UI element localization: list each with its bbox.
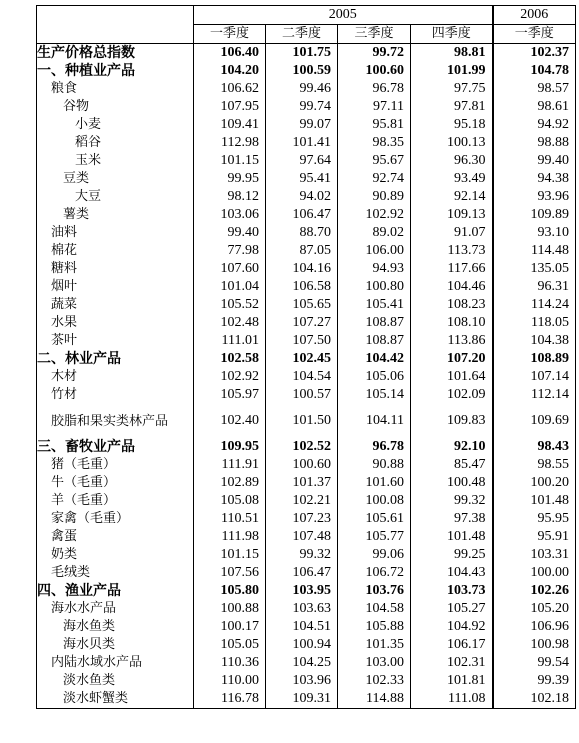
row-label: 竹材 <box>37 386 194 404</box>
quarter-header: 一季度 <box>493 25 576 44</box>
index-value-cell: 102.89 <box>194 474 266 492</box>
index-value-cell: 118.05 <box>493 314 576 332</box>
index-value-cell: 104.16 <box>266 260 338 278</box>
table-row <box>37 368 576 386</box>
index-value-cell: 100.57 <box>266 386 338 404</box>
index-value-cell: 107.23 <box>266 510 338 528</box>
index-value-cell: 106.62 <box>194 80 266 98</box>
index-value-cell: 97.75 <box>411 80 493 98</box>
year-2005-header: 2005 <box>194 6 493 25</box>
index-value-cell: 101.37 <box>266 474 338 492</box>
row-label: 四、渔业产品 <box>37 582 194 600</box>
index-value-cell: 99.54 <box>493 654 576 672</box>
table-row <box>37 278 576 296</box>
index-value-cell: 100.00 <box>493 564 576 582</box>
index-value-cell: 77.98 <box>194 242 266 260</box>
index-value-cell: 102.58 <box>194 350 266 368</box>
index-value-cell: 107.48 <box>266 528 338 546</box>
index-value-cell: 109.13 <box>411 206 493 224</box>
table-row <box>37 98 576 116</box>
index-value-cell: 108.87 <box>338 332 411 350</box>
row-label: 淡水虾蟹类 <box>37 690 194 709</box>
index-value-cell: 99.32 <box>266 546 338 564</box>
index-value-cell: 105.52 <box>194 296 266 314</box>
index-value-cell: 106.58 <box>266 278 338 296</box>
table-row <box>37 404 576 438</box>
index-value-cell: 101.15 <box>194 546 266 564</box>
table-row <box>37 386 576 404</box>
index-value-cell: 111.08 <box>411 690 493 709</box>
index-value-cell: 106.96 <box>493 618 576 636</box>
index-value-cell: 85.47 <box>411 456 493 474</box>
index-value-cell: 98.43 <box>493 438 576 456</box>
table-row <box>37 492 576 510</box>
index-value-cell: 95.91 <box>493 528 576 546</box>
row-label: 豆类 <box>37 170 194 188</box>
index-value-cell: 94.38 <box>493 170 576 188</box>
table-row <box>37 296 576 314</box>
index-value-cell: 93.49 <box>411 170 493 188</box>
index-value-cell: 102.31 <box>411 654 493 672</box>
table-row <box>37 170 576 188</box>
index-value-cell: 101.50 <box>266 404 338 438</box>
row-label: 糖料 <box>37 260 194 278</box>
row-label: 三、畜牧业产品 <box>37 438 194 456</box>
index-value-cell: 104.78 <box>493 62 576 80</box>
index-value-cell: 105.20 <box>493 600 576 618</box>
index-value-cell: 98.55 <box>493 456 576 474</box>
index-value-cell: 101.64 <box>411 368 493 386</box>
table-row <box>37 618 576 636</box>
table-row <box>37 224 576 242</box>
index-value-cell: 92.10 <box>411 438 493 456</box>
index-value-cell: 99.95 <box>194 170 266 188</box>
index-value-cell: 114.48 <box>493 242 576 260</box>
index-value-cell: 101.15 <box>194 152 266 170</box>
table-row <box>37 672 576 690</box>
row-label: 粮食 <box>37 80 194 98</box>
index-value-cell: 116.78 <box>194 690 266 709</box>
index-value-cell: 113.73 <box>411 242 493 260</box>
index-value-cell: 108.23 <box>411 296 493 314</box>
index-value-cell: 105.65 <box>266 296 338 314</box>
index-value-cell: 103.06 <box>194 206 266 224</box>
row-label: 小麦 <box>37 116 194 134</box>
index-value-cell: 96.78 <box>338 438 411 456</box>
row-label: 牛（毛重） <box>37 474 194 492</box>
index-value-cell: 98.12 <box>194 188 266 206</box>
table-row <box>37 510 576 528</box>
index-value-cell: 98.88 <box>493 134 576 152</box>
index-value-cell: 106.47 <box>266 564 338 582</box>
table-row <box>37 152 576 170</box>
row-label: 油料 <box>37 224 194 242</box>
index-value-cell: 94.93 <box>338 260 411 278</box>
index-value-cell: 99.25 <box>411 546 493 564</box>
index-value-cell: 99.72 <box>338 44 411 63</box>
row-label: 生产价格总指数 <box>37 44 194 63</box>
row-label: 海水水产品 <box>37 600 194 618</box>
index-value-cell: 103.31 <box>493 546 576 564</box>
index-value-cell: 101.75 <box>266 44 338 63</box>
table-row <box>37 62 576 80</box>
index-value-cell: 96.78 <box>338 80 411 98</box>
index-value-cell: 103.76 <box>338 582 411 600</box>
table-row <box>37 206 576 224</box>
index-value-cell: 104.38 <box>493 332 576 350</box>
index-value-cell: 97.64 <box>266 152 338 170</box>
index-value-cell: 95.18 <box>411 116 493 134</box>
index-value-cell: 107.27 <box>266 314 338 332</box>
year-2006-header: 2006 <box>493 6 576 25</box>
index-value-cell: 104.46 <box>411 278 493 296</box>
table-row <box>37 80 576 98</box>
index-value-cell: 104.54 <box>266 368 338 386</box>
year-header-row <box>37 6 576 25</box>
index-value-cell: 112.14 <box>493 386 576 404</box>
index-value-cell: 100.60 <box>338 62 411 80</box>
index-value-cell: 101.48 <box>411 528 493 546</box>
index-value-cell: 108.87 <box>338 314 411 332</box>
index-value-cell: 103.63 <box>266 600 338 618</box>
row-label: 烟叶 <box>37 278 194 296</box>
index-value-cell: 101.81 <box>411 672 493 690</box>
index-value-cell: 109.89 <box>493 206 576 224</box>
index-value-cell: 112.98 <box>194 134 266 152</box>
row-label: 淡水鱼类 <box>37 672 194 690</box>
index-value-cell: 104.11 <box>338 404 411 438</box>
row-label: 内陆水域水产品 <box>37 654 194 672</box>
row-label: 毛绒类 <box>37 564 194 582</box>
table-row <box>37 188 576 206</box>
index-value-cell: 108.10 <box>411 314 493 332</box>
row-label: 家禽（毛重） <box>37 510 194 528</box>
row-label: 海水鱼类 <box>37 618 194 636</box>
index-value-cell: 101.48 <box>493 492 576 510</box>
table-row <box>37 134 576 152</box>
table-body <box>37 44 576 709</box>
index-value-cell: 94.92 <box>493 116 576 134</box>
table-row <box>37 314 576 332</box>
index-value-cell: 102.09 <box>411 386 493 404</box>
row-label: 猪（毛重） <box>37 456 194 474</box>
row-label: 羊（毛重） <box>37 492 194 510</box>
index-value-cell: 107.14 <box>493 368 576 386</box>
index-value-cell: 101.35 <box>338 636 411 654</box>
index-value-cell: 93.96 <box>493 188 576 206</box>
price-index-table <box>36 5 576 709</box>
index-value-cell: 103.73 <box>411 582 493 600</box>
index-value-cell: 89.02 <box>338 224 411 242</box>
index-value-cell: 111.01 <box>194 332 266 350</box>
index-value-cell: 102.37 <box>493 44 576 63</box>
index-value-cell: 102.92 <box>338 206 411 224</box>
index-value-cell: 111.91 <box>194 456 266 474</box>
index-value-cell: 110.36 <box>194 654 266 672</box>
table-row <box>37 582 576 600</box>
index-value-cell: 106.72 <box>338 564 411 582</box>
table-row <box>37 528 576 546</box>
table-row <box>37 438 576 456</box>
index-value-cell: 101.04 <box>194 278 266 296</box>
index-value-cell: 109.41 <box>194 116 266 134</box>
price-index-table-container <box>36 5 575 709</box>
table-row <box>37 636 576 654</box>
index-value-cell: 105.41 <box>338 296 411 314</box>
index-value-cell: 102.26 <box>493 582 576 600</box>
index-value-cell: 103.00 <box>338 654 411 672</box>
row-label: 谷物 <box>37 98 194 116</box>
index-value-cell: 93.10 <box>493 224 576 242</box>
index-value-cell: 106.17 <box>411 636 493 654</box>
index-value-cell: 100.80 <box>338 278 411 296</box>
row-label: 蔬菜 <box>37 296 194 314</box>
index-value-cell: 111.98 <box>194 528 266 546</box>
index-value-cell: 99.39 <box>493 672 576 690</box>
row-label: 薯类 <box>37 206 194 224</box>
index-value-cell: 105.80 <box>194 582 266 600</box>
index-value-cell: 98.57 <box>493 80 576 98</box>
index-value-cell: 105.97 <box>194 386 266 404</box>
table-row <box>37 654 576 672</box>
table-row <box>37 44 576 63</box>
index-value-cell: 100.08 <box>338 492 411 510</box>
index-value-cell: 99.40 <box>194 224 266 242</box>
index-value-cell: 98.35 <box>338 134 411 152</box>
row-label: 禽蛋 <box>37 528 194 546</box>
index-value-cell: 95.81 <box>338 116 411 134</box>
index-value-cell: 109.95 <box>194 438 266 456</box>
index-value-cell: 110.51 <box>194 510 266 528</box>
index-value-cell: 99.06 <box>338 546 411 564</box>
index-value-cell: 102.40 <box>194 404 266 438</box>
index-value-cell: 99.32 <box>411 492 493 510</box>
index-value-cell: 107.56 <box>194 564 266 582</box>
quarter-header: 二季度 <box>266 25 338 44</box>
index-value-cell: 113.86 <box>411 332 493 350</box>
index-value-cell: 100.94 <box>266 636 338 654</box>
index-value-cell: 107.95 <box>194 98 266 116</box>
index-value-cell: 114.24 <box>493 296 576 314</box>
index-value-cell: 105.77 <box>338 528 411 546</box>
index-value-cell: 104.58 <box>338 600 411 618</box>
index-value-cell: 102.45 <box>266 350 338 368</box>
index-value-cell: 110.00 <box>194 672 266 690</box>
table-row <box>37 474 576 492</box>
index-value-cell: 105.05 <box>194 636 266 654</box>
row-label: 茶叶 <box>37 332 194 350</box>
index-value-cell: 100.13 <box>411 134 493 152</box>
index-value-cell: 109.31 <box>266 690 338 709</box>
index-value-cell: 100.59 <box>266 62 338 80</box>
index-value-cell: 105.88 <box>338 618 411 636</box>
index-value-cell: 96.31 <box>493 278 576 296</box>
index-value-cell: 106.40 <box>194 44 266 63</box>
index-value-cell: 105.08 <box>194 492 266 510</box>
index-value-cell: 99.46 <box>266 80 338 98</box>
index-value-cell: 102.33 <box>338 672 411 690</box>
index-value-cell: 100.88 <box>194 600 266 618</box>
row-label: 胶脂和果实类林产品 <box>37 404 194 438</box>
index-value-cell: 95.67 <box>338 152 411 170</box>
index-value-cell: 101.99 <box>411 62 493 80</box>
index-value-cell: 92.74 <box>338 170 411 188</box>
table-row <box>37 260 576 278</box>
row-label: 玉米 <box>37 152 194 170</box>
index-value-cell: 97.11 <box>338 98 411 116</box>
index-value-cell: 109.83 <box>411 404 493 438</box>
index-value-cell: 107.60 <box>194 260 266 278</box>
table-row <box>37 116 576 134</box>
index-value-cell: 100.98 <box>493 636 576 654</box>
index-value-cell: 87.05 <box>266 242 338 260</box>
table-row <box>37 546 576 564</box>
index-value-cell: 88.70 <box>266 224 338 242</box>
index-value-cell: 95.95 <box>493 510 576 528</box>
table-row <box>37 564 576 582</box>
index-value-cell: 114.88 <box>338 690 411 709</box>
index-value-cell: 97.81 <box>411 98 493 116</box>
table-row <box>37 600 576 618</box>
index-value-cell: 105.61 <box>338 510 411 528</box>
row-label: 木材 <box>37 368 194 386</box>
index-value-cell: 102.92 <box>194 368 266 386</box>
index-value-cell: 101.41 <box>266 134 338 152</box>
index-value-cell: 107.20 <box>411 350 493 368</box>
index-value-cell: 91.07 <box>411 224 493 242</box>
index-value-cell: 104.20 <box>194 62 266 80</box>
index-value-cell: 107.50 <box>266 332 338 350</box>
index-value-cell: 90.89 <box>338 188 411 206</box>
index-value-cell: 99.40 <box>493 152 576 170</box>
index-value-cell: 101.60 <box>338 474 411 492</box>
table-row <box>37 242 576 260</box>
index-value-cell: 104.43 <box>411 564 493 582</box>
index-value-cell: 102.48 <box>194 314 266 332</box>
index-value-cell: 104.25 <box>266 654 338 672</box>
table-row <box>37 456 576 474</box>
index-value-cell: 102.52 <box>266 438 338 456</box>
index-value-cell: 100.20 <box>493 474 576 492</box>
quarter-header: 四季度 <box>411 25 493 44</box>
index-value-cell: 103.95 <box>266 582 338 600</box>
index-value-cell: 105.14 <box>338 386 411 404</box>
table-row <box>37 332 576 350</box>
index-value-cell: 135.05 <box>493 260 576 278</box>
index-value-cell: 99.07 <box>266 116 338 134</box>
index-value-cell: 109.69 <box>493 404 576 438</box>
row-label: 海水贝类 <box>37 636 194 654</box>
index-value-cell: 102.21 <box>266 492 338 510</box>
index-value-cell: 96.30 <box>411 152 493 170</box>
index-value-cell: 104.92 <box>411 618 493 636</box>
index-value-cell: 105.06 <box>338 368 411 386</box>
index-value-cell: 104.51 <box>266 618 338 636</box>
index-value-cell: 92.14 <box>411 188 493 206</box>
index-value-cell: 99.74 <box>266 98 338 116</box>
table-row <box>37 690 576 709</box>
index-value-cell: 100.60 <box>266 456 338 474</box>
row-label: 稻谷 <box>37 134 194 152</box>
row-label: 奶类 <box>37 546 194 564</box>
table-row <box>37 350 576 368</box>
row-label: 大豆 <box>37 188 194 206</box>
index-value-cell: 106.47 <box>266 206 338 224</box>
index-value-cell: 90.88 <box>338 456 411 474</box>
row-label: 水果 <box>37 314 194 332</box>
row-label: 一、种植业产品 <box>37 62 194 80</box>
index-value-cell: 98.81 <box>411 44 493 63</box>
index-value-cell: 104.42 <box>338 350 411 368</box>
index-value-cell: 100.17 <box>194 618 266 636</box>
row-label: 二、林业产品 <box>37 350 194 368</box>
index-value-cell: 117.66 <box>411 260 493 278</box>
quarter-header: 一季度 <box>194 25 266 44</box>
index-value-cell: 94.02 <box>266 188 338 206</box>
index-value-cell: 97.38 <box>411 510 493 528</box>
index-value-cell: 103.96 <box>266 672 338 690</box>
corner-cell <box>37 6 194 44</box>
index-value-cell: 105.27 <box>411 600 493 618</box>
quarter-header: 三季度 <box>338 25 411 44</box>
row-label: 棉花 <box>37 242 194 260</box>
index-value-cell: 100.48 <box>411 474 493 492</box>
index-value-cell: 106.00 <box>338 242 411 260</box>
index-value-cell: 108.89 <box>493 350 576 368</box>
index-value-cell: 102.18 <box>493 690 576 709</box>
index-value-cell: 95.41 <box>266 170 338 188</box>
index-value-cell: 98.61 <box>493 98 576 116</box>
